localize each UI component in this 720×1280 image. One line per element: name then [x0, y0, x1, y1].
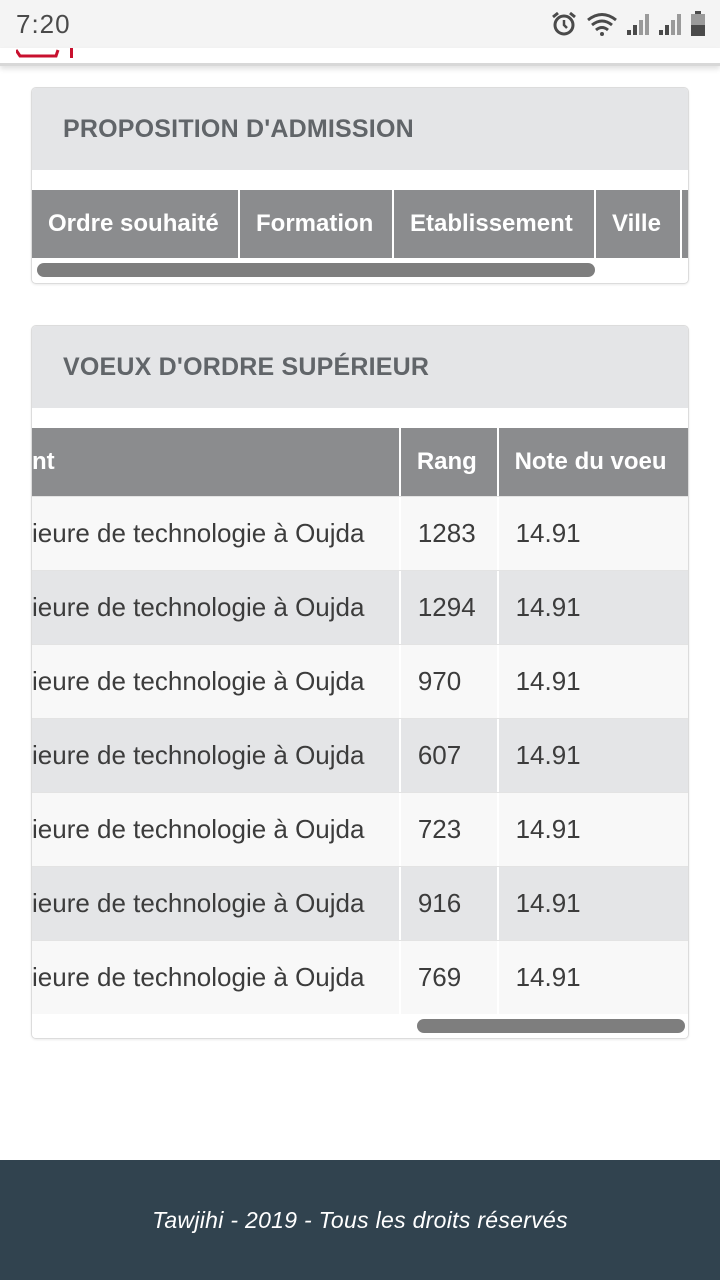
voeux-table[interactable] — [32, 408, 688, 1038]
cell-note: 14.91 — [515, 592, 581, 622]
footer-copyright: Tawjihi - 2019 - Tous les droits réservés — [152, 1206, 568, 1233]
cell-etablissement: ieure de technologie à Oujda — [32, 497, 401, 570]
cell-note: 14.91 — [515, 888, 581, 918]
cell-rang: 970 — [401, 645, 499, 718]
admission-table[interactable] — [32, 170, 688, 282]
cell-rang: 607 — [401, 719, 499, 792]
table-row[interactable] — [32, 866, 688, 940]
column-header-rang[interactable]: Rang — [401, 428, 499, 496]
cell-note: 14.91 — [515, 666, 581, 696]
column-header-more — [682, 190, 688, 258]
voeux-panel — [31, 325, 689, 1039]
app-header — [0, 48, 720, 66]
column-header-formation[interactable]: Formation — [240, 190, 394, 258]
column-header-note[interactable]: Note du voeu — [514, 448, 667, 475]
table-row[interactable] — [32, 940, 688, 1014]
logo-icon — [16, 48, 74, 58]
cell-note: 14.91 — [515, 962, 581, 992]
cell-etablissement: ieure de technologie à Oujda — [32, 571, 401, 644]
cell-rang: 723 — [401, 793, 499, 866]
cell-rang: 1283 — [401, 497, 499, 570]
table-row[interactable] — [32, 718, 688, 792]
cell-rang: 769 — [401, 941, 499, 1014]
cell-etablissement: ieure de technologie à Oujda — [32, 719, 401, 792]
admission-panel-header — [32, 88, 688, 170]
column-header-ordre[interactable]: Ordre souhaité — [32, 190, 240, 258]
table-row[interactable] — [32, 644, 688, 718]
cell-note: 14.91 — [515, 814, 581, 844]
admission-scrollbar-track[interactable] — [32, 258, 688, 282]
voeux-scrollbar-track[interactable] — [32, 1014, 688, 1038]
voeux-table-header — [32, 428, 688, 496]
status-icons — [550, 11, 706, 37]
admission-panel — [31, 87, 689, 284]
signal-icon — [658, 12, 682, 36]
wifi-icon — [586, 12, 618, 36]
voeux-scrollbar-thumb[interactable] — [417, 1019, 685, 1033]
cell-etablissement: ieure de technologie à Oujda — [32, 645, 401, 718]
voeux-panel-header — [32, 326, 688, 408]
column-header-etablissement[interactable]: nt — [32, 428, 401, 496]
status-time: 7:20 — [16, 8, 71, 39]
admission-scrollbar-thumb[interactable] — [37, 263, 595, 277]
status-bar — [0, 0, 720, 48]
column-header-etablissement[interactable]: Etablissement — [394, 190, 596, 258]
cell-note: 14.91 — [515, 518, 581, 548]
cell-etablissement: ieure de technologie à Oujda — [32, 941, 401, 1014]
cell-rang: 1294 — [401, 571, 499, 644]
table-row[interactable] — [32, 496, 688, 570]
footer — [0, 1160, 720, 1280]
column-header-ville[interactable]: Ville — [596, 190, 682, 258]
admission-panel-title: PROPOSITION D'ADMISSION — [63, 114, 414, 143]
signal-icon — [626, 12, 650, 36]
cell-etablissement: ieure de technologie à Oujda — [32, 793, 401, 866]
table-row[interactable] — [32, 792, 688, 866]
cell-etablissement: ieure de technologie à Oujda — [32, 867, 401, 940]
table-row[interactable] — [32, 570, 688, 644]
admission-table-header — [32, 190, 688, 258]
cell-rang: 916 — [401, 867, 499, 940]
cell-note: 14.91 — [515, 740, 581, 770]
battery-icon — [690, 11, 706, 37]
alarm-icon — [550, 11, 578, 37]
voeux-panel-title: VOEUX D'ORDRE SUPÉRIEUR — [63, 352, 430, 381]
